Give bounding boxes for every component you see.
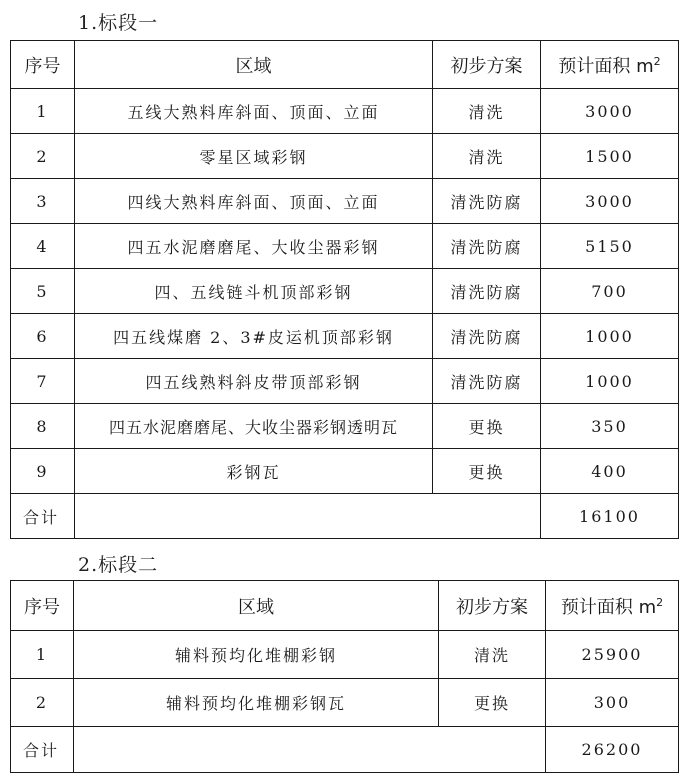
cell-area: 四线大熟料库斜面、顶面、立面 [75, 179, 433, 224]
header-estimated-area-label: 预计面积 m [558, 55, 654, 77]
header-area: 区域 [74, 581, 439, 631]
cell-index: 6 [11, 314, 75, 359]
table-total-row [11, 494, 679, 539]
table-header-row [11, 41, 679, 89]
table-row [11, 449, 679, 494]
cell-area: 零星区域彩钢 [75, 134, 433, 179]
cell-index: 4 [11, 224, 75, 269]
unit-superscript: 2 [656, 595, 664, 609]
cell-plan: 清洗 [433, 134, 541, 179]
cell-plan: 更换 [433, 404, 541, 449]
cell-area: 四、五线链斗机顶部彩钢 [75, 269, 433, 314]
section-title-1: 1.标段一 [78, 12, 159, 34]
cell-index: 2 [11, 679, 74, 727]
cell-area: 四五线煤磨 2、3#皮运机顶部彩钢 [75, 314, 433, 359]
header-index: 序号 [11, 41, 75, 89]
cell-area: 辅料预均化堆棚彩钢 [74, 631, 439, 679]
header-index: 序号 [11, 581, 74, 631]
header-estimated-area-label: 预计面积 m [560, 596, 657, 618]
cell-plan: 更换 [439, 679, 546, 727]
cell-value: 1000 [541, 359, 679, 404]
header-estimated-area [541, 41, 679, 89]
cell-index: 7 [11, 359, 75, 404]
cell-plan: 更换 [433, 449, 541, 494]
header-area: 区域 [75, 41, 433, 89]
cell-index: 5 [11, 269, 75, 314]
cell-plan: 清洗 [439, 631, 546, 679]
bid-section-2-table [10, 580, 679, 773]
table-row [11, 631, 679, 679]
total-empty-cell [75, 494, 541, 539]
cell-value: 25900 [546, 631, 679, 679]
cell-index: 9 [11, 449, 75, 494]
cell-plan: 清洗防腐 [433, 179, 541, 224]
cell-area: 彩钢瓦 [75, 449, 433, 494]
cell-value: 400 [541, 449, 679, 494]
cell-index: 1 [11, 89, 75, 134]
cell-index: 8 [11, 404, 75, 449]
total-label: 合计 [11, 494, 75, 539]
table-row [11, 89, 679, 134]
cell-area: 四五水泥磨磨尾、大收尘器彩钢透明瓦 [75, 404, 433, 449]
cell-plan: 清洗防腐 [433, 269, 541, 314]
table-row [11, 314, 679, 359]
table-row [11, 224, 679, 269]
table-row [11, 679, 679, 727]
bid-section-1-table [10, 40, 679, 539]
cell-area: 辅料预均化堆棚彩钢瓦 [74, 679, 439, 727]
cell-plan: 清洗 [433, 89, 541, 134]
cell-index: 1 [11, 631, 74, 679]
total-value: 26200 [546, 727, 679, 773]
cell-index: 3 [11, 179, 75, 224]
cell-plan: 清洗防腐 [433, 359, 541, 404]
table-row [11, 404, 679, 449]
cell-area: 四五水泥磨磨尾、大收尘器彩钢 [75, 224, 433, 269]
total-label: 合计 [11, 727, 74, 773]
table-row [11, 134, 679, 179]
table-header-row [11, 581, 679, 631]
cell-value: 350 [541, 404, 679, 449]
cell-value: 300 [546, 679, 679, 727]
header-plan: 初步方案 [433, 41, 541, 89]
cell-plan: 清洗防腐 [433, 314, 541, 359]
table-total-row [11, 727, 679, 773]
cell-area: 四五线熟料斜皮带顶部彩钢 [75, 359, 433, 404]
unit-superscript: 2 [653, 54, 661, 68]
section-title-2: 2.标段二 [78, 554, 159, 576]
cell-value: 3000 [541, 89, 679, 134]
header-plan: 初步方案 [439, 581, 546, 631]
header-estimated-area [546, 581, 679, 631]
cell-index: 2 [11, 134, 75, 179]
cell-value: 700 [541, 269, 679, 314]
cell-value: 5150 [541, 224, 679, 269]
cell-value: 1000 [541, 314, 679, 359]
total-empty-cell [74, 727, 546, 773]
table-row [11, 359, 679, 404]
cell-plan: 清洗防腐 [433, 224, 541, 269]
cell-value: 1500 [541, 134, 679, 179]
table-row [11, 179, 679, 224]
table-row [11, 269, 679, 314]
total-value: 16100 [541, 494, 679, 539]
cell-area: 五线大熟料库斜面、顶面、立面 [75, 89, 433, 134]
cell-value: 3000 [541, 179, 679, 224]
